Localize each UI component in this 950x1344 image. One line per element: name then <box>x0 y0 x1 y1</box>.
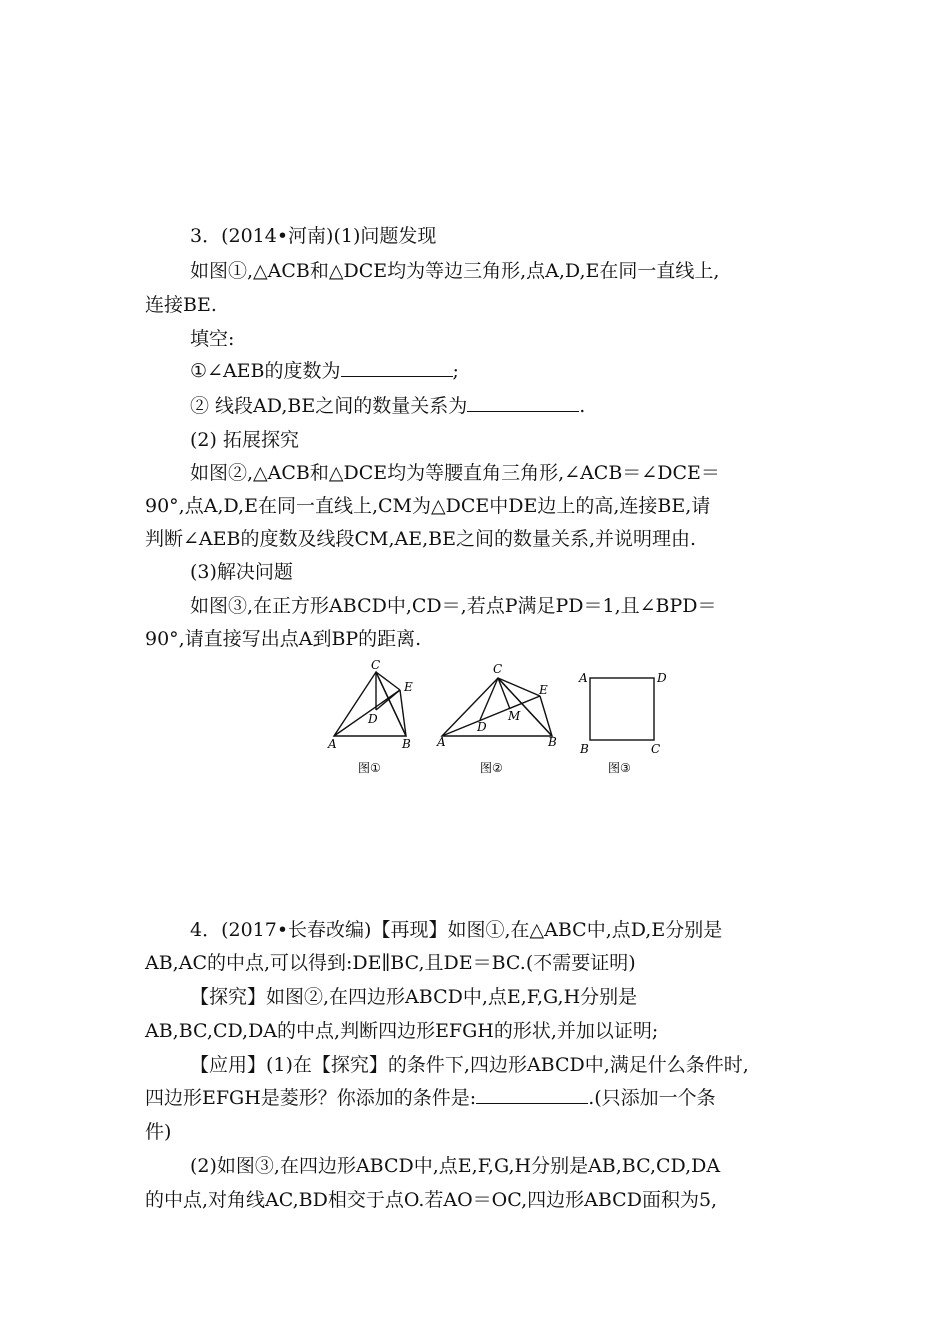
problem4-text: AB,BC,CD,DA的中点,判断四边形EFGH的形状,并加以证明; <box>145 1020 659 1042</box>
problem4-text: AB,AC的中点,可以得到:DE∥BC,且DE＝BC.(不需要证明) <box>145 952 636 974</box>
fig2-point-label: C <box>493 662 503 676</box>
problem4-text: 【探究】如图②,在四边形ABCD中,点E,F,G,H分别是 <box>190 986 638 1008</box>
answer-blank[interactable] <box>467 393 579 412</box>
problem4-text: 【应用】(1)在【探究】的条件下,四边形ABCD中,满足什么条件时, <box>190 1054 749 1076</box>
problem3-blank-2: ② 线段AD,BE之间的数量关系为 . <box>190 395 586 417</box>
problem3-part3-title: (3)解决问题 <box>190 561 293 583</box>
fig2-triangle-acb <box>442 678 552 736</box>
fig1-point-label: B <box>402 737 411 751</box>
problem3-part2-title: (2) 拓展探究 <box>190 429 299 451</box>
fig3-point-label: C <box>651 742 661 756</box>
fig3-point-label: B <box>580 742 589 756</box>
problem3-fill-label: 填空: <box>190 328 235 350</box>
answer-blank[interactable] <box>341 358 453 377</box>
problem4-title: 4．(2017•长春改编)【再现】如图①,在△ABC中,点D,E分别是 <box>190 919 723 941</box>
fig2-point-label: D <box>477 720 487 734</box>
fig1-line-de <box>376 690 400 710</box>
fig3-point-label: D <box>657 671 667 685</box>
fig1-triangle-acb <box>334 672 406 736</box>
fig1-point-label: D <box>368 712 378 726</box>
fig2-point-label: E <box>539 683 548 697</box>
fig2-point-label: M <box>508 709 521 723</box>
geometry-figures <box>320 656 680 786</box>
fig2-point-label: A <box>437 735 446 749</box>
problem3-title: 3．(2014•河南)(1)问题发现 <box>190 225 437 247</box>
answer-blank[interactable] <box>476 1085 588 1104</box>
fig2-point-label: B <box>548 735 557 749</box>
problem4-text: (2)如图③,在四边形ABCD中,点E,F,G,H分别是AB,BC,CD,DA <box>190 1155 721 1177</box>
figures-row <box>320 656 680 786</box>
fig2-caption: 图② <box>480 761 503 775</box>
fig1-point-label: E <box>404 680 413 694</box>
problem4-blank-line: 四边形EFGH是菱形？你添加的条件是: .(只添加一个条 <box>145 1087 716 1109</box>
problem3-text: 连接BE. <box>145 294 217 316</box>
problem3-text: 如图①,△ACB和△DCE均为等边三角形,点A,D,E在同一直线上, <box>190 260 720 282</box>
problem3-blank-1: ①∠AEB的度数为 ; <box>190 360 459 382</box>
problem4-text: 件) <box>145 1121 172 1143</box>
fig3-square <box>590 678 654 740</box>
fig1-point-label: C <box>371 658 381 672</box>
fig1-line-ae <box>334 690 400 736</box>
problem4-text: 的中点,对角线AC,BD相交于点O.若AO＝OC,四边形ABCD面积为5, <box>145 1189 718 1211</box>
problem3-text: 判断∠AEB的度数及线段CM,AE,BE之间的数量关系,并说明理由. <box>145 528 697 550</box>
problem3-text: 90°,点A,D,E在同一直线上,CM为△DCE中DE边上的高,连接BE,请 <box>145 495 711 517</box>
fig1-caption: 图① <box>358 761 381 775</box>
problem3-text: 90°,请直接写出点A到BP的距离. <box>145 628 422 650</box>
problem3-text: 如图②,△ACB和△DCE均为等腰直角三角形,∠ACB＝∠DCE＝ <box>190 462 720 484</box>
problem3-text: 如图③,在正方形ABCD中,CD＝,若点P满足PD＝1,且∠BPD＝ <box>190 595 717 617</box>
fig3-point-label: A <box>579 671 588 685</box>
fig2-line-ae <box>442 696 540 736</box>
fig3-caption: 图③ <box>608 761 631 775</box>
fig1-point-label: A <box>328 737 337 751</box>
